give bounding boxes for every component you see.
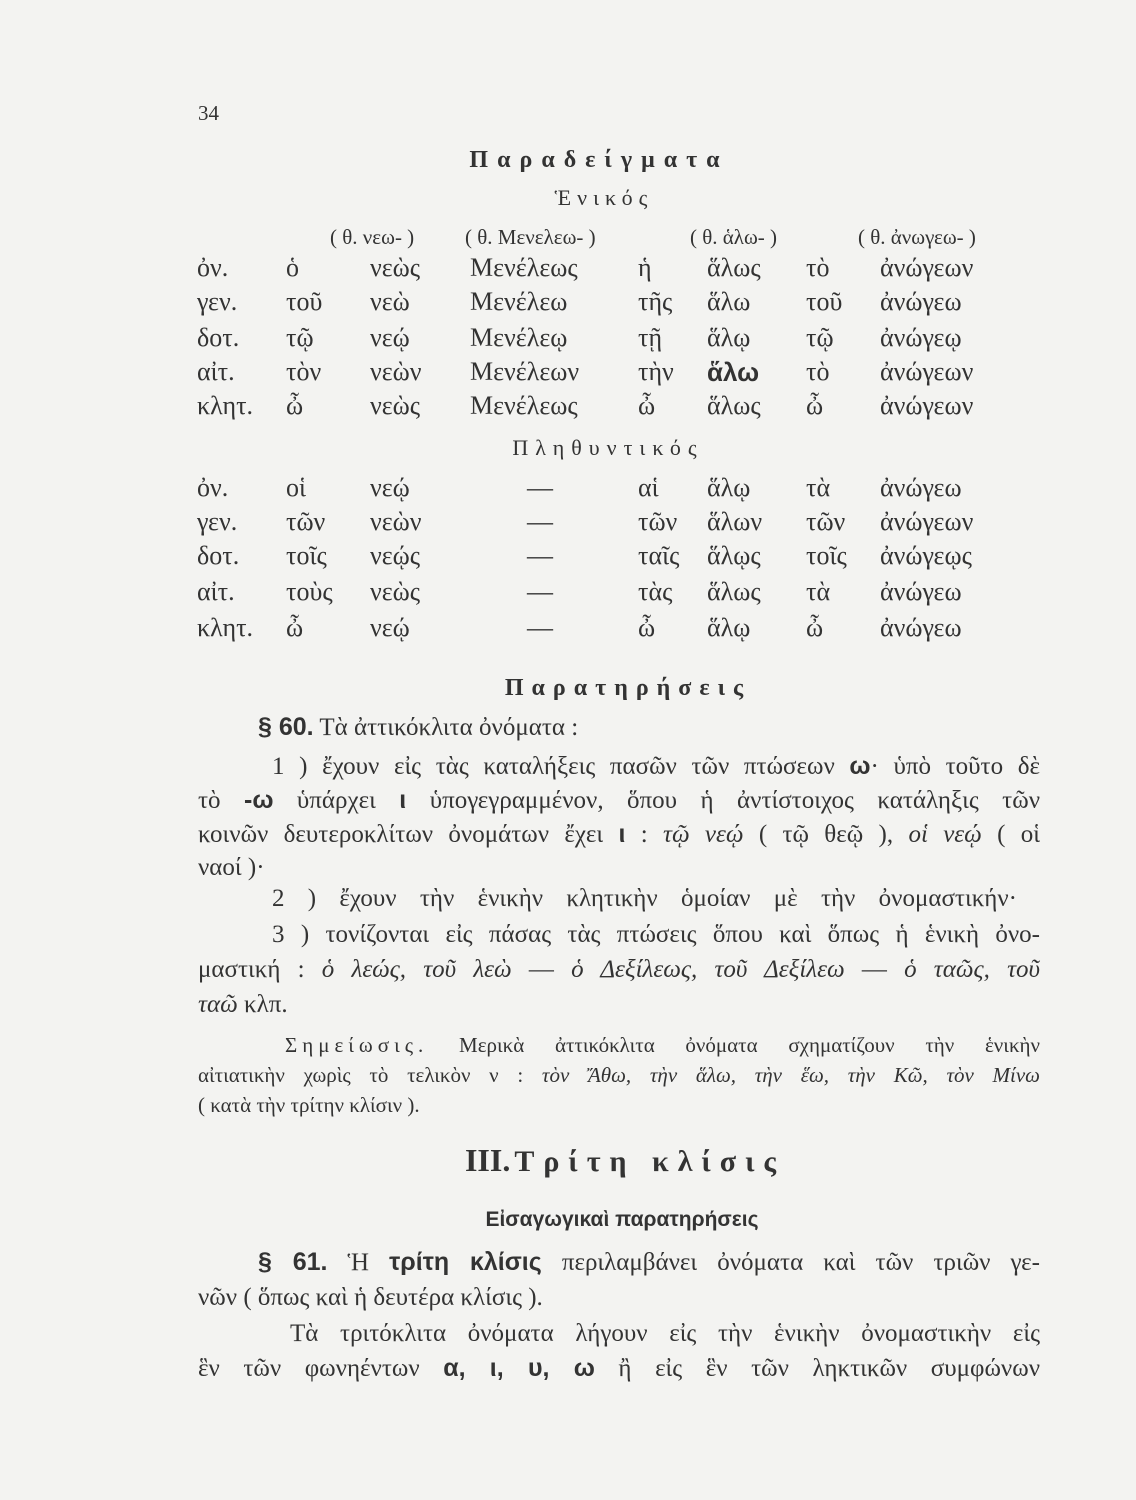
- article-masc: τῶν: [286, 507, 326, 536]
- article-fem: τῇ: [638, 323, 663, 352]
- stem-anogeon: ( θ. ἀνωγεω- ): [858, 225, 976, 249]
- form-menelaos: Μενέλεων: [470, 357, 580, 386]
- text-segment: ( οἱ: [981, 821, 1040, 848]
- article-masc: ὦ: [286, 613, 304, 642]
- rule-1-line-3: [198, 817, 1040, 851]
- text-segment: Ἡ: [327, 1249, 390, 1276]
- form-neos: νεῴ: [370, 323, 410, 352]
- form-menelaos: Μενέλεως: [470, 391, 578, 420]
- article-neut: τῷ: [806, 323, 834, 352]
- text-segment: κοινῶν δευτεροκλίτων ὀνομάτων ἔχει: [198, 821, 619, 848]
- section-61-line-3: Τὰ τριτόκλιτα ὀνόματα λήγουν εἰς τὴν ἑνικὴν ὀνομαστικὴν εἰς: [290, 1320, 1040, 1347]
- form-neos: νεὼς: [370, 577, 421, 606]
- article-masc: τὸν: [286, 357, 322, 386]
- article-neut: τοῦ: [806, 287, 843, 316]
- form-neos: νεὼς: [370, 253, 421, 282]
- italic-segment: τῷ νεῴ: [663, 821, 744, 848]
- article-masc: τοὺς: [286, 577, 333, 606]
- form-neos: νεὼ: [370, 287, 410, 316]
- form-halos: ἅλῳ: [707, 613, 751, 642]
- form-menelaos: Μενέλεῳ: [470, 323, 568, 352]
- italic-segment: οἱ νεῴ: [908, 821, 982, 848]
- rule-3-line-1: 3 ) τονίζονται εἰς πάσας τὰς πτώσεις ὅπου καὶ ὅπως ἡ ἑνικὴ ὀνο-: [272, 921, 1040, 948]
- rule-3-line-3: [198, 988, 288, 1022]
- stem-neos: ( θ. νεω- ): [330, 225, 415, 249]
- chapter-numeral: III.: [464, 1142, 511, 1178]
- form-anogeon: ἀνώγεω: [880, 287, 962, 316]
- article-neut: τὰ: [806, 473, 831, 502]
- case-label: γεν.: [197, 507, 238, 536]
- text-segment: —: [844, 956, 905, 983]
- form-anogeon: ἀνώγεῳ: [880, 323, 962, 352]
- plural-label: Πληθυντικός: [512, 435, 704, 460]
- form-neos: νεῴ: [370, 613, 410, 642]
- article-neut: ὦ: [806, 391, 824, 420]
- rule-1-line-4: ναοί )·: [198, 854, 265, 881]
- singular-row-vocative: [0, 389, 1136, 423]
- form-anogeon: ἀνώγεων: [880, 253, 974, 282]
- plural-row-genitive: [0, 505, 1136, 539]
- section-mark: § 60.: [258, 713, 314, 741]
- form-neos: νεὼν: [370, 357, 422, 386]
- plural-row-nominative: [0, 471, 1136, 505]
- article-masc: οἱ: [286, 473, 306, 502]
- page-number: 34: [198, 101, 219, 125]
- note-line-1: [285, 1031, 1040, 1059]
- singular-row-accusative: [0, 355, 1136, 389]
- form-anogeon: ἀνώγεων: [880, 391, 974, 420]
- case-label: δοτ.: [197, 323, 240, 352]
- note-line-2: [198, 1061, 1040, 1089]
- form-halos: ἅλως: [707, 577, 761, 606]
- section-intro: Τὰ ἀττικόκλιτα ὀνόματα :: [313, 714, 579, 741]
- singular-row-nominative: [0, 251, 1136, 285]
- article-masc: τῷ: [286, 323, 314, 352]
- form-anogeon: ἀνώγεῳς: [880, 541, 972, 570]
- text-segment: · ὑπὸ τοῦτο δὲ: [870, 753, 1041, 780]
- article-fem: αἱ: [638, 473, 659, 502]
- article-neut: τοῖς: [806, 541, 847, 570]
- rule-1-line-1: [272, 749, 1040, 783]
- case-label: αἰτ.: [197, 357, 235, 386]
- bold-segment: α, ι, υ, ω: [443, 1354, 595, 1382]
- case-label: γεν.: [197, 287, 238, 316]
- form-menelaos: —: [527, 473, 553, 502]
- plural-row-accusative: [0, 575, 1136, 609]
- section-61-line-2: νῶν ( ὅπως καὶ ἡ δευτέρα κλίσις ).: [198, 1284, 543, 1311]
- stem-halos: ( θ. ἁλω- ): [690, 225, 778, 249]
- form-menelaos: —: [527, 541, 553, 570]
- stem-headers: [0, 224, 1136, 250]
- form-anogeon: ἀνώγεω: [880, 613, 962, 642]
- text-segment: ἓν τῶν φωνηέντων: [198, 1355, 444, 1382]
- singular-row-genitive: [0, 285, 1136, 319]
- note-label: Σημείωσις.: [285, 1033, 429, 1057]
- article-masc: ὁ: [286, 253, 299, 282]
- form-halos: ἅλω: [707, 287, 751, 316]
- italic-segment: τὸν Ἄθω, τὴν ἅλω, τὴν ἕω, τὴν Κῶ, τὸν Μίνω: [541, 1063, 1041, 1087]
- text-segment: περιλαμβάνει ὀνόματα καὶ τῶν τριῶν γε-: [541, 1249, 1040, 1276]
- stem-menelaos: ( θ. Μενελεω- ): [465, 225, 596, 249]
- form-halos: ἅλως: [707, 253, 761, 282]
- form-neos: νεὼν: [370, 507, 422, 536]
- section-60-heading: [258, 710, 578, 744]
- bold-segment: ι: [399, 786, 407, 814]
- italic-segment: ταῶ: [198, 991, 238, 1018]
- form-menelaos: —: [527, 577, 553, 606]
- article-masc: ὦ: [286, 391, 304, 420]
- bold-segment: τρίτη κλίσις: [389, 1248, 542, 1276]
- text-segment: 1 ) ἔχουν εἰς τὰς καταλήξεις πασῶν τῶν πτώσεων: [272, 753, 850, 780]
- form-anogeon: ἀνώγεων: [880, 357, 974, 386]
- case-label: αἰτ.: [197, 577, 235, 606]
- text-segment: κλπ.: [237, 991, 288, 1018]
- article-neut: τὸ: [806, 357, 830, 386]
- singular-row-dative: [0, 321, 1136, 355]
- rule-1-line-2: [198, 783, 1040, 817]
- form-menelaos: Μενέλεω: [470, 287, 568, 316]
- bold-segment: ω: [849, 752, 871, 780]
- observations-title: Παρατηρήσεις: [504, 675, 752, 701]
- text-segment: ἢ εἰς ἓν τῶν ληκτικῶν συμφώνων: [594, 1355, 1040, 1382]
- article-fem: ταῖς: [638, 541, 680, 570]
- text-segment: —: [511, 956, 572, 983]
- plural-row-dative: [0, 539, 1136, 573]
- italic-segment: ὁ Δεξίλεως, τοῦ Δεξίλεω: [571, 956, 845, 983]
- plural-row-vocative: [0, 611, 1136, 645]
- article-fem: τῆς: [638, 287, 673, 316]
- article-neut: τὰ: [806, 577, 831, 606]
- subsection-title: Εἰσαγωγικαὶ παρατηρήσεις: [485, 1208, 759, 1231]
- chapter-heading: [375, 1138, 875, 1189]
- article-masc: τοῦ: [286, 287, 323, 316]
- case-label: ὀν.: [197, 473, 229, 502]
- section-61-line-4: [198, 1351, 1040, 1385]
- text-segment: ὑπογεγραμμένον, ὅπου ἡ ἀντίστοιχος κατάληξις τῶν: [406, 787, 1040, 814]
- section-mark: § 61.: [258, 1248, 328, 1276]
- bold-segment: -ω: [244, 786, 274, 814]
- rule-3-line-2: [198, 953, 1040, 987]
- form-neos: νεῴ: [370, 473, 410, 502]
- case-label: κλητ.: [197, 391, 254, 420]
- case-label: δοτ.: [197, 541, 240, 570]
- italic-segment: ὁ λεώς, τοῦ λεὼ: [321, 956, 512, 983]
- text-segment: ( τῷ θεῷ ),: [743, 821, 909, 848]
- rule-2: 2 ) ἔχουν τὴν ἑνικὴν κλητικὴν ὁμοίαν μὲ τὴν ὀνομαστικήν·: [272, 885, 1017, 912]
- article-fem: τῶν: [638, 507, 678, 536]
- form-anogeon: ἀνώγεων: [880, 507, 974, 536]
- text-segment: τὸ: [198, 787, 245, 814]
- article-neut: ὦ: [806, 613, 824, 642]
- form-halos: ἅλῳς: [707, 541, 761, 570]
- examples-title: Παραδείγματα: [469, 147, 729, 173]
- form-halos: ἅλῳ: [707, 473, 751, 502]
- note-line-3: ( κατὰ τὴν τρίτην κλίσιν ).: [198, 1093, 420, 1117]
- case-label: ὀν.: [197, 253, 229, 282]
- form-menelaos: Μενέλεως: [470, 253, 578, 282]
- singular-label: Ἑνικός: [554, 185, 654, 210]
- italic-segment: ὁ ταῶς, τοῦ: [904, 956, 1041, 983]
- form-halos: ἅλω: [707, 357, 760, 387]
- form-halos: ἅλῳ: [707, 323, 751, 352]
- text-segment: αἰτιατικὴν χωρὶς τὸ τελικὸν ν :: [198, 1063, 542, 1087]
- chapter-title: Τρίτη κλίσις: [514, 1145, 786, 1178]
- article-neut: τὸ: [806, 253, 830, 282]
- article-neut: τῶν: [806, 507, 846, 536]
- section-61-line-1: [258, 1245, 1040, 1279]
- form-menelaos: —: [527, 507, 553, 536]
- form-anogeon: ἀνώγεω: [880, 473, 962, 502]
- text-segment: Μερικὰ ἀττικόκλιτα ὀνόματα σχηματίζουν τὴν ἑνικὴν: [428, 1033, 1040, 1057]
- article-fem: τὴν: [638, 357, 674, 386]
- article-fem: ἡ: [638, 253, 652, 282]
- form-anogeon: ἀνώγεω: [880, 577, 962, 606]
- article-fem: ὦ: [638, 391, 656, 420]
- form-neos: νεῴς: [370, 541, 421, 570]
- bold-segment: ι: [618, 820, 626, 848]
- article-masc: τοῖς: [286, 541, 327, 570]
- form-halos: ἅλων: [707, 507, 763, 536]
- case-label: κλητ.: [197, 613, 254, 642]
- article-fem: ὦ: [638, 613, 656, 642]
- text-segment: ὑπάρχει: [273, 787, 400, 814]
- text-segment: μαστική :: [198, 956, 322, 983]
- article-fem: τὰς: [638, 577, 673, 606]
- text-segment: :: [625, 821, 663, 848]
- form-neos: νεὼς: [370, 391, 421, 420]
- form-menelaos: —: [527, 613, 553, 642]
- form-halos: ἅλως: [707, 391, 761, 420]
